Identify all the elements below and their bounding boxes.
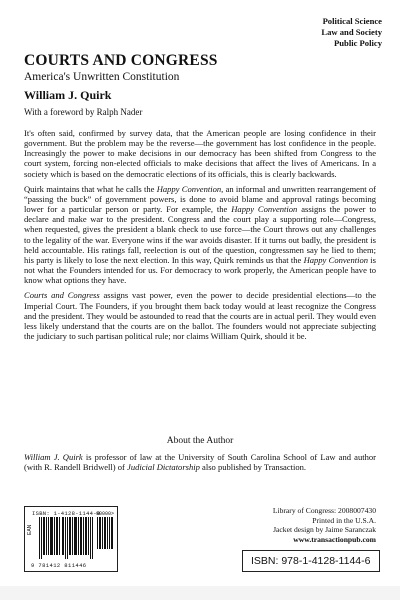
printed-in: Printed in the U.S.A. xyxy=(312,515,376,525)
publisher-website: www.transactionpub.com xyxy=(293,534,376,544)
barcode-isbn-line: ISBN: 1-4128-1144-9 xyxy=(32,510,101,517)
jacket-design-credit: Jacket design by Jaime Saranczak xyxy=(273,525,376,534)
isbn-box: ISBN: 978-1-4128-1144-6 xyxy=(242,550,380,572)
barcode-digits: 9 781412 811446 xyxy=(31,562,87,569)
barcode-ean-label: EAN xyxy=(27,524,33,535)
foreword-credit: With a foreword by Ralph Nader xyxy=(24,107,143,117)
library-of-congress-number: Library of Congress: 2008007430 xyxy=(272,506,376,515)
author-name: William J. Quirk xyxy=(24,88,112,102)
description-paragraph: It's often said, confirmed by survey data, that the American people are losing confidence in their government. But the problem may be the reverse—the government has lost confidence in the people. Increasingly the power to make decisions in our democracy has been shifted from Congress to the court system, forcing non-elected officials to make decisions that affect the lives of Americans. In a society which is based on the democratic elections of its officials, this is clearly backwards. xyxy=(24,128,376,179)
about-author-heading: About the Author xyxy=(166,436,234,446)
about-author-text: William J. Quirk is professor of law at the University of South Carolina School of Law and author (with R. Randell Bridwell) of Judicial Dictatorship also published by Transaction. xyxy=(24,452,376,473)
subject-item: Law and Society xyxy=(321,27,382,37)
description-body xyxy=(24,128,376,346)
subject-item: Public Policy xyxy=(334,38,382,48)
subject-categories xyxy=(321,16,382,49)
barcode-bars-main xyxy=(39,517,93,559)
description-paragraph: Quirk maintains that what he calls the Happy Convention, an informal and unwritten rearrangement of “passing the buck” of government powers, is done to avoid blame and approval ratings becoming lower for a particular person or party. For example, the Happy Convention assigns the power to declare and make war to the president. Congress and the court play a supporting role—Congress, when requested, gives the president a blank check to use force—the Court throws out any challenges to the legality of the war. Everyone wins if the war avoids disaster. If it turns out badly, the president is held accountable. His ratings fall, reelection is out of the question, congressmen say he lied to them; his party is likely to lose the next election. In this way, Quirk reminds us that the Happy Convention is not what the Founders intended for us. For democracy to work properly, the American people have to know what options they have. xyxy=(24,183,377,286)
barcode xyxy=(24,506,118,572)
barcode-bars-addon xyxy=(97,517,113,549)
publication-credits xyxy=(273,506,376,544)
subject-item: Political Science xyxy=(322,16,382,26)
bottom-margin xyxy=(0,586,400,600)
book-subtitle: America's Unwritten Constitution xyxy=(24,71,180,83)
book-title: COURTS AND CONGRESS xyxy=(24,52,218,69)
description-paragraph: Courts and Congress assigns vast power, even the power to decide presidential elections—to the Imperial Court. The Founders, if you brought them back today would at least recognize the Congress and the president. They would be astounded to read that the courts are in actual peril. They would even less likely understand that the courts are on the ballot. The founders would not appreciate subjecting the judiciary to such partisan political rule; nor claims William Quirk, should it be. xyxy=(24,290,377,341)
barcode-price-code: 90000> xyxy=(96,511,115,517)
